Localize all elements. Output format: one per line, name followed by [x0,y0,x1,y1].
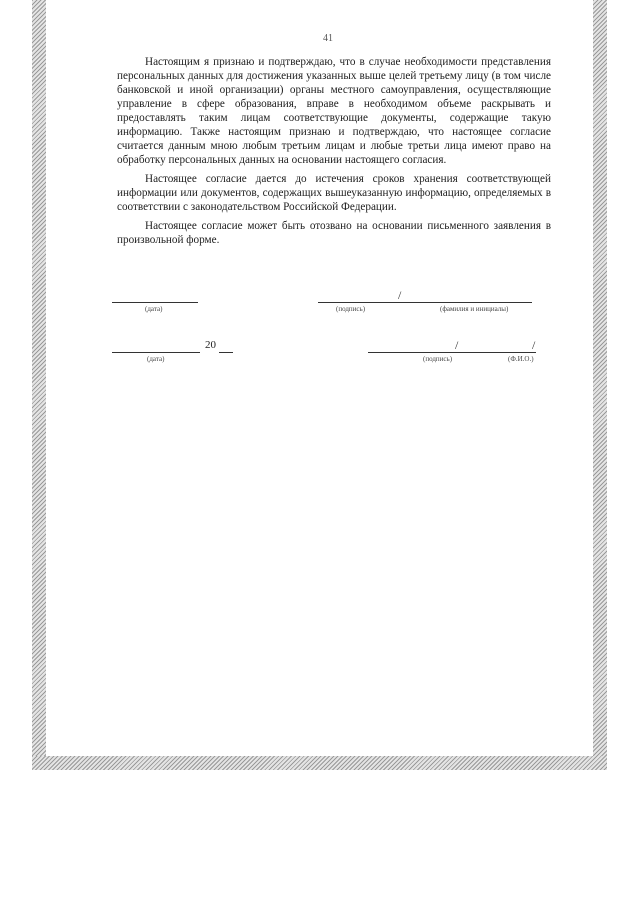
signature-separator-1: / [398,288,402,302]
paragraph-consent-duration: Настоящее согласие дается до истечения сроков хранения соответствующей информации или документов, содержащих вышеуказанную информацию, определяемых в соответствии с законодательством Российской Федерации. [117,173,551,213]
date-caption-2: (дата) [147,355,165,363]
signature-caption-2: (подпись) [423,355,453,363]
signature-row-2 [0,338,640,374]
date-caption-1: (дата) [145,305,163,313]
year-prefix: 20 [205,339,216,351]
date-line-2 [112,352,200,353]
signature-separator-2a: / [455,338,459,352]
signature-line-2 [368,352,536,353]
signature-row-1 [0,288,640,326]
name-caption-2: (Ф.И.О.) [508,355,534,363]
year-line [219,352,233,353]
document-body [117,55,551,252]
scan-border-left [32,0,46,770]
scan-border-bottom [32,756,607,770]
signature-caption-1: (подпись) [336,305,366,313]
paragraph-consent-revocation: Настоящее согласие может быть отозвано на основании письменного заявления в произвольной форме. [117,220,551,246]
signature-separator-2b: / [532,338,536,352]
date-line-1 [112,302,198,303]
paragraph-third-party-consent: Настоящим я признаю и подтверждаю, что в случае необходимости представления персональных данных для достижения указанных выше целей третьему лицу (в том числе банковской и иной организации) органы местного самоуправления, осуществляющие управление в сфере образования, вправе в необходимом объеме раскрывать и предоставлять таким лицам соответствующие документы, содержащие такую информацию. Также настоящим признаю и подтверждаю, что настоящее согласие считается данным мною любым третьим лицам и любые третьи лица имеют право на обработку персональных данных на основании настоящего согласия. [117,56,551,166]
signature-line-1 [318,302,532,303]
name-caption-1: (фамилия и инициалы) [440,305,509,313]
page-number: 41 [323,33,333,44]
scan-border-right [593,0,607,770]
